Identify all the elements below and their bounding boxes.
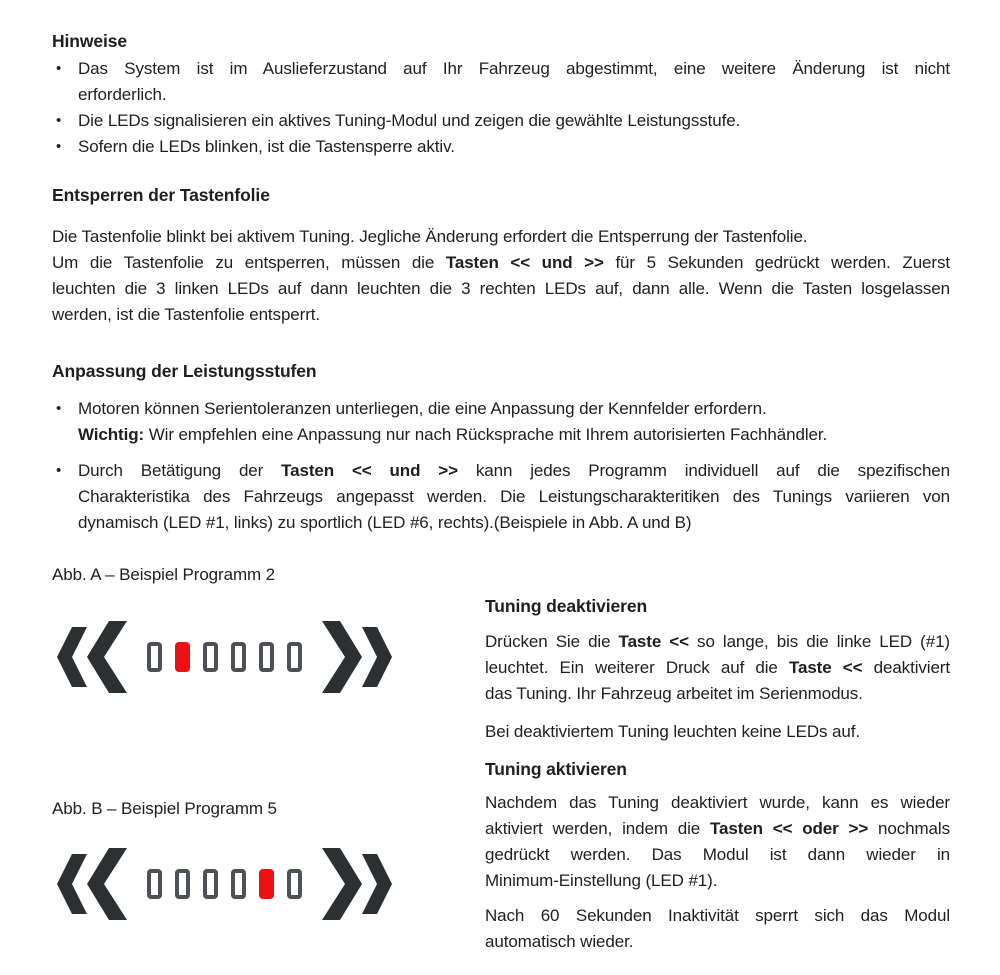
text-line: leuchtet. Ein weiterer Druck auf die Taste << deaktiviert <box>485 658 950 677</box>
bullet-text <box>78 396 950 448</box>
led-on-indicator <box>175 642 190 672</box>
led-off-indicator <box>231 869 246 899</box>
hinweise-heading: Hinweise <box>52 31 128 51</box>
text-line: aktiviert werden, indem die Tasten << oder >> nochmals <box>485 819 950 838</box>
tuning-activate-heading: Tuning aktivieren <box>485 759 627 779</box>
document-content <box>52 28 950 955</box>
text-line: • Das System ist im Auslieferzustand auf Ihr Fahrzeug abgestimmt, eine weitere Änderung ist nicht <box>78 59 950 78</box>
text-line: leuchten die 3 linken LEDs auf dann leuchten die 3 rechten LEDs auf, dann alle. Wenn die Tasten losgelassen <box>52 279 950 298</box>
led-off-indicator <box>203 642 218 672</box>
led-off-indicator <box>231 642 246 672</box>
entsperren-heading: Entsperren der Tastenfolie <box>52 185 270 205</box>
anpassung-heading: Anpassung der Leistungsstufen <box>52 361 317 381</box>
bullet-text <box>78 458 950 536</box>
figure-and-instructions-zone <box>52 536 950 955</box>
figure-a-led-graphic <box>57 621 485 693</box>
led-off-indicator <box>147 642 162 672</box>
text-line: gedrückt werden. Das Modul ist dann wieder in <box>485 845 950 864</box>
tuning-deactivate-paragraph <box>485 629 950 707</box>
led-off-indicator <box>259 642 274 672</box>
text-line: Minimum-Einstellung (LED #1). <box>485 871 718 890</box>
bullet-text <box>78 108 950 134</box>
text-line: Wichtig: Wir empfehlen eine Anpassung nur nach Rücksprache mit Ihrem autorisierten Fachhändler. <box>78 425 828 444</box>
led-off-indicator <box>147 869 162 899</box>
double-chevron-left-icon <box>57 848 127 920</box>
text-line: Charakteristika des Fahrzeugs angepasst werden. Die Leistungscharakteritiken des Tunings variieren von <box>78 487 950 506</box>
text-line: dynamisch (LED #1, links) zu sportlich (LED #6, rechts).(Beispiele in Abb. A und B) <box>78 513 692 532</box>
entsperren-paragraph <box>52 224 950 328</box>
bullet-item <box>52 458 950 536</box>
hinweise-bullet-list <box>52 56 950 160</box>
led-display <box>147 642 302 672</box>
figure-b-label: Abb. B – Beispiel Programm 5 <box>52 799 277 818</box>
led-off-indicator <box>175 869 190 899</box>
text-line: • Durch Betätigung der Tasten << und >> kann jedes Programm individuell auf die spezifischen <box>78 461 951 480</box>
text-line: das Tuning. Ihr Fahrzeug arbeitet im Serienmodus. <box>485 684 863 703</box>
led-display <box>147 869 302 899</box>
text-line: Nachdem das Tuning deaktiviert wurde, kann es wieder <box>485 793 950 812</box>
text-line: Nach 60 Sekunden Inaktivität sperrt sich das Modul <box>485 906 950 925</box>
anpassung-bullet-list <box>52 396 950 536</box>
text-line: Bei deaktiviertem Tuning leuchten keine LEDs auf. <box>485 722 860 741</box>
figures-column <box>52 536 485 955</box>
text-line: automatisch wieder. <box>485 932 634 951</box>
tuning-deactivate-note <box>485 719 950 745</box>
tuning-activate-note <box>485 903 950 955</box>
led-off-indicator <box>287 869 302 899</box>
text-line: Um die Tastenfolie zu entsperren, müssen die Tasten << und >> für 5 Sekunden gedrückt werden. Zuerst <box>52 253 950 272</box>
double-chevron-right-icon <box>322 621 392 693</box>
led-off-indicator <box>287 642 302 672</box>
text-line: werden, ist die Tastenfolie entsperrt. <box>52 305 321 324</box>
bullet-text <box>78 56 950 108</box>
bullet-item <box>52 134 950 160</box>
led-on-indicator <box>259 869 274 899</box>
figure-a-label: Abb. A – Beispiel Programm 2 <box>52 565 276 584</box>
text-line: • Motoren können Serientoleranzen unterliegen, die eine Anpassung der Kennfelder erfordern. <box>78 399 767 418</box>
text-line: Die Tastenfolie blinkt bei aktivem Tuning. Jegliche Änderung erfordert die Entsperrung der Tastenfolie. <box>52 227 808 246</box>
double-chevron-left-icon <box>57 621 127 693</box>
text-line: • Sofern die LEDs blinken, ist die Tastensperre aktiv. <box>78 137 455 156</box>
bullet-item <box>52 108 950 134</box>
bullet-item <box>52 56 950 108</box>
bullet-item <box>52 396 950 448</box>
tuning-activate-paragraph <box>485 790 950 894</box>
text-line: • Die LEDs signalisieren ein aktives Tuning-Modul und zeigen die gewählte Leistungsstufe. <box>78 111 741 130</box>
led-off-indicator <box>203 869 218 899</box>
double-chevron-right-icon <box>322 848 392 920</box>
instructions-column <box>485 536 950 955</box>
figure-b-led-graphic <box>57 848 485 920</box>
tuning-deactivate-heading: Tuning deaktivieren <box>485 596 648 616</box>
bullet-text <box>78 134 950 160</box>
text-line: Drücken Sie die Taste << so lange, bis die linke LED (#1) <box>485 632 950 651</box>
text-line: erforderlich. <box>78 85 167 104</box>
